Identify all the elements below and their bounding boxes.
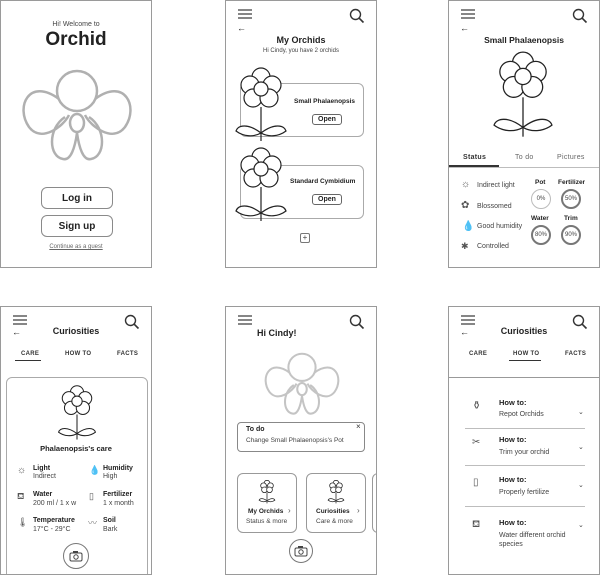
- howto-text[interactable]: Properly fertilize: [499, 489, 550, 496]
- tab-howto[interactable]: HOW TO: [513, 351, 540, 357]
- card-title: Curiosities: [316, 508, 350, 515]
- close-icon[interactable]: ×: [356, 422, 361, 431]
- care-label: Light: [33, 465, 51, 472]
- tab-todo[interactable]: To do: [515, 154, 534, 161]
- guest-link[interactable]: Continue as a guest: [49, 244, 103, 250]
- gauge-label: Trim: [564, 215, 578, 222]
- back-arrow-icon[interactable]: ←: [460, 23, 469, 33]
- chevron-down-icon[interactable]: ⌄: [578, 482, 584, 489]
- status-pests: Controlled: [477, 243, 509, 250]
- care-label: Fertilizer: [103, 491, 133, 498]
- open-button[interactable]: Open: [312, 194, 342, 205]
- status-blossom: Blossomed: [477, 203, 512, 210]
- care-value: 17°C - 29°C: [33, 526, 71, 533]
- search-icon[interactable]: [572, 8, 588, 24]
- my-orchids-screen: [225, 0, 377, 268]
- page-title: Curiosities: [500, 326, 548, 336]
- card-subtitle: Care & more: [316, 518, 353, 525]
- care-value: Bark: [103, 526, 118, 533]
- howto-title: How to:: [499, 398, 527, 407]
- home-screen: [225, 306, 377, 575]
- flower-icon: [491, 51, 555, 139]
- gauge-ring: 0%: [531, 189, 551, 209]
- back-arrow-icon[interactable]: ←: [460, 327, 469, 337]
- flower-icon: [56, 385, 98, 441]
- thermometer-icon: 🌡: [17, 517, 29, 527]
- status-light: Indirect light: [477, 182, 515, 189]
- welcome-greeting: Hi! Welcome to: [52, 21, 100, 28]
- gauge-ring: 80%: [531, 225, 551, 245]
- status-humidity: Good humidity: [477, 223, 523, 230]
- active-tab-indicator: [509, 360, 541, 361]
- hamburger-menu-icon[interactable]: [238, 9, 252, 19]
- howto-title: How to:: [499, 435, 527, 444]
- app-name: Orchid: [45, 29, 107, 50]
- care-value: Indirect: [33, 473, 56, 480]
- page-title: Small Phalaenopsis: [484, 35, 564, 45]
- tab-status[interactable]: Status: [463, 154, 487, 161]
- tab-care[interactable]: CARE: [469, 351, 488, 357]
- login-button[interactable]: Log in: [41, 187, 113, 209]
- watering-can-icon: ⛾: [17, 491, 25, 501]
- pot-icon: ⚱: [472, 400, 482, 412]
- howto-title: How to:: [499, 518, 527, 527]
- camera-icon: [294, 545, 308, 557]
- active-tab-indicator: [15, 360, 41, 361]
- card-subtitle: Status & more: [246, 518, 288, 525]
- divider: [465, 465, 585, 466]
- watering-can-icon: ⛾: [472, 519, 481, 530]
- chevron-down-icon[interactable]: ⌄: [578, 522, 584, 529]
- search-icon[interactable]: [349, 314, 365, 330]
- tab-howto[interactable]: HOW TO: [65, 351, 92, 357]
- tab-facts[interactable]: FACTS: [565, 351, 587, 357]
- welcome-screen: [0, 0, 152, 268]
- back-arrow-icon[interactable]: ←: [12, 327, 21, 337]
- search-icon[interactable]: [349, 8, 365, 24]
- flower-icon: [234, 147, 288, 223]
- orchid-name: Standard Cymbidium: [290, 178, 356, 185]
- camera-icon: [69, 550, 83, 562]
- tab-facts[interactable]: FACTS: [117, 351, 139, 357]
- orchid-name: Small Phalaenopsis: [294, 98, 356, 105]
- sun-icon: ☼: [461, 179, 471, 190]
- gauge-ring: 90%: [561, 225, 581, 245]
- sun-icon: ☼: [17, 465, 27, 476]
- flower-icon: [327, 480, 345, 504]
- open-button[interactable]: Open: [312, 114, 342, 125]
- curiosities-howto-screen: [448, 306, 600, 575]
- gauge-ring: 50%: [561, 189, 581, 209]
- flower-icon: [234, 67, 288, 143]
- divider: [465, 428, 585, 429]
- care-title: Phalaenopsis's care: [40, 444, 112, 453]
- tab-divider: [449, 167, 599, 168]
- hamburger-menu-icon[interactable]: [461, 9, 475, 19]
- hamburger-menu-icon[interactable]: [238, 315, 252, 325]
- todo-text: Change Small Phalaenopsis's Pot: [246, 437, 344, 444]
- add-orchid-button[interactable]: +: [300, 233, 310, 243]
- howto-text[interactable]: Trim your orchid: [499, 449, 550, 456]
- chevron-right-icon: ›: [357, 506, 360, 515]
- greeting: Hi Cindy!: [257, 328, 297, 338]
- next-card-peek[interactable]: [372, 473, 377, 533]
- care-label: Humidity: [103, 465, 133, 472]
- howto-text[interactable]: Water different orchid species: [499, 532, 566, 548]
- bottle-icon: ▯: [89, 491, 94, 501]
- back-arrow-icon[interactable]: ←: [237, 23, 246, 33]
- gauge-label: Fertilizer: [558, 179, 586, 186]
- howto-title: How to:: [499, 475, 527, 484]
- curiosities-care-screen: [0, 306, 152, 575]
- scissors-icon: ✂: [472, 437, 481, 448]
- page-title: Curiosities: [52, 326, 100, 336]
- care-value: 1 x month: [103, 500, 134, 507]
- care-value: 200 ml / 1 x w: [33, 500, 77, 507]
- flower-icon: [258, 480, 276, 504]
- todo-title: To do: [246, 426, 265, 433]
- list-top-border: [449, 377, 599, 378]
- water-drop-icon: 💧: [89, 465, 101, 475]
- orchid-logo-icon: [19, 67, 135, 167]
- page-subtitle: Hi Cindy, you have 2 orchids: [263, 48, 339, 54]
- hamburger-menu-icon[interactable]: [461, 315, 475, 325]
- card-title: My Orchids: [248, 508, 284, 515]
- hamburger-menu-icon[interactable]: [13, 315, 27, 325]
- care-value: High: [103, 473, 118, 480]
- tab-care[interactable]: CARE: [21, 351, 40, 357]
- orchid-logo-icon: [262, 351, 342, 419]
- chevron-right-icon: ›: [288, 506, 291, 515]
- care-label: Soil: [103, 517, 116, 524]
- page-title: My Orchids: [276, 35, 326, 45]
- chevron-down-icon[interactable]: ⌄: [578, 409, 584, 416]
- bottle-icon: ▯: [473, 477, 479, 488]
- care-label: Water: [33, 491, 53, 498]
- soil-icon: 〰: [88, 518, 98, 528]
- gauge-label: Water: [531, 215, 549, 222]
- bug-icon: ✱: [461, 241, 469, 251]
- blossom-icon: ✿: [461, 200, 470, 211]
- gauge-label: Pot: [535, 179, 546, 186]
- water-drop-icon: 💧: [462, 221, 475, 232]
- care-label: Temperature: [33, 517, 75, 524]
- signup-button[interactable]: Sign up: [41, 215, 113, 237]
- howto-text[interactable]: Repot Orchids: [499, 411, 544, 418]
- orchid-status-screen: [448, 0, 600, 268]
- divider: [465, 506, 585, 507]
- chevron-down-icon[interactable]: ⌄: [578, 444, 584, 451]
- tab-pictures[interactable]: Pictures: [557, 154, 585, 161]
